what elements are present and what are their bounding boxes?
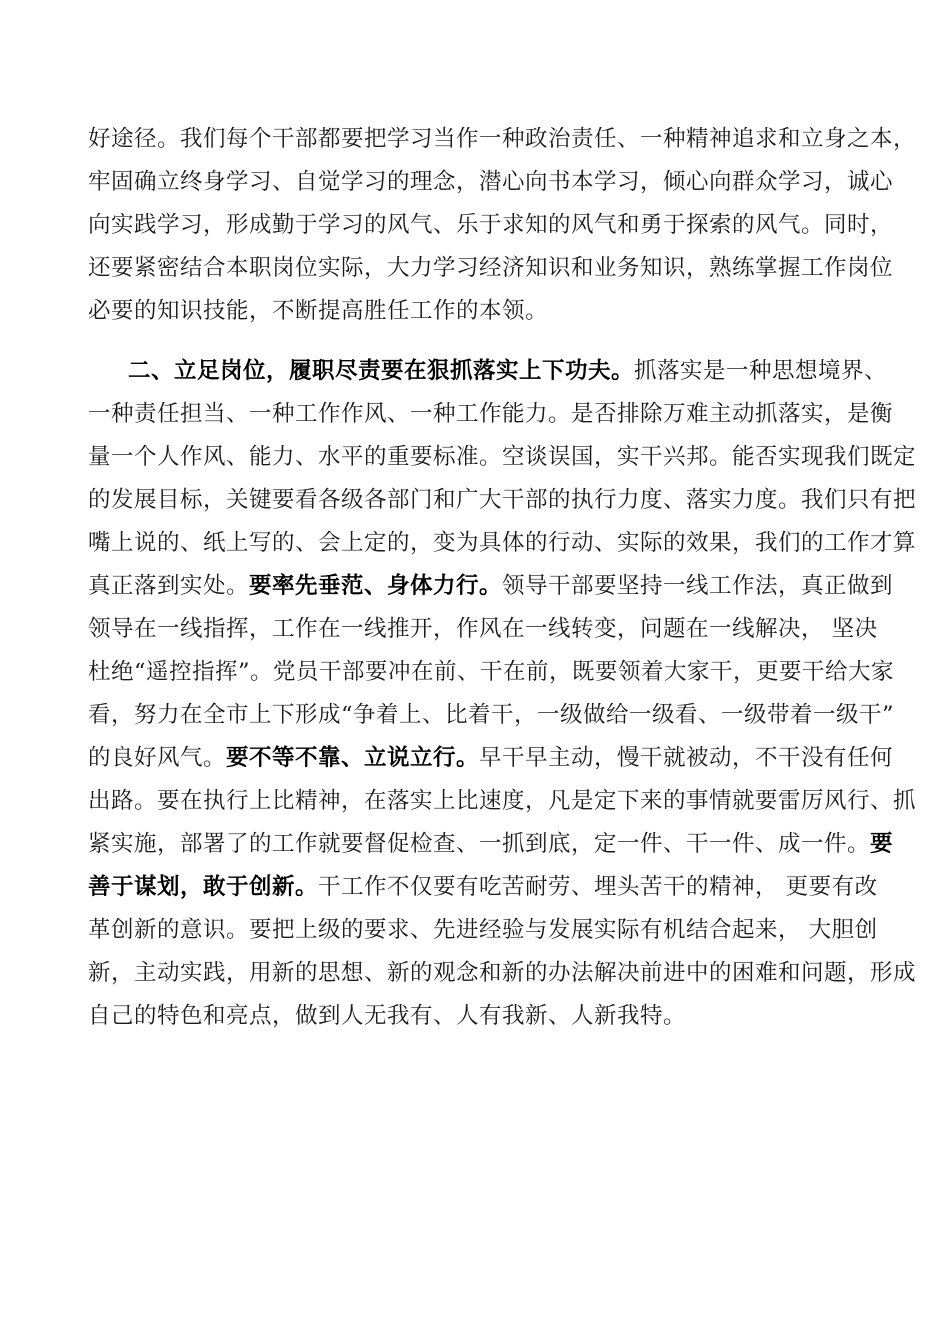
paragraph-line: 革创新的意识。要把上级的要求、先进经验与发展实际有机结合起来， 大胆创 xyxy=(88,917,878,943)
paragraph-line: 杜绝“遥控指挥”。党员干部要冲在前、干在前，既要领着大家干，更要干给大家 xyxy=(88,659,895,685)
bold-phrase: 要 xyxy=(870,831,894,857)
inline-text: 真正落到实处。 xyxy=(88,573,250,599)
paragraph-line xyxy=(88,823,894,866)
paragraph-line: 好途径。我们每个干部都要把学习当作一种政治责任、一种精神追求和立身之本， xyxy=(88,126,917,152)
bold-phrase: 要率先垂范、身体力行。 xyxy=(249,573,503,599)
paragraph-2 xyxy=(88,350,917,1038)
paragraph-line: 出路。要在执行上比精神，在落实上比速度，凡是定下来的事情就要雷厉风行、抓 xyxy=(88,788,917,814)
bold-phrase: 善于谋划，敢于创新。 xyxy=(88,874,319,900)
paragraph-line: 向实践学习，形成勤于学习的风气、乐于求知的风气和勇于探索的风气。同时， xyxy=(88,212,894,238)
inline-text: 抓落实是一种思想境界、 xyxy=(634,358,888,384)
paragraph-line: 嘴上说的、纸上写的、会上定的，变为具体的行动、实际的效果，我们的工作才算 xyxy=(88,530,917,556)
inline-text: 早干早主动，慢干就被动，不干没有任何 xyxy=(479,745,894,771)
inline-text: 的良好风气。 xyxy=(88,745,227,771)
inline-text: 领导干部要坚持一线工作法，真正做到 xyxy=(502,573,894,599)
paragraph-line: 领导在一线指挥，工作在一线推开，作风在一线转变，问题在一线解决， 坚决 xyxy=(88,616,878,642)
inline-text: 紧实施，部署了的工作就要督促检查、一抓到底，定一件、干一件、成一件。 xyxy=(88,831,871,857)
paragraph-line: 新，主动实践，用新的思想、新的观念和新的办法解决前进中的困难和问题，形成 xyxy=(88,960,917,986)
paragraph-line: 一种责任担当、一种工作作风、一种工作能力。是否排除万难主动抓落实，是衡 xyxy=(88,401,894,427)
bold-phrase: 要不等不靠、立说立行。 xyxy=(226,745,480,771)
paragraph-1 xyxy=(88,118,917,333)
paragraph-line: 必要的知识技能，不断提高胜任工作的本领。 xyxy=(88,298,549,324)
paragraph-line: 还要紧密结合本职岗位实际，大力学习经济知识和业务知识，熟练掌握工作岗位 xyxy=(88,255,894,281)
paragraph-line: 看，努力在全市上下形成“争着上、比着干，一级做给一级看、一级带着一级干” xyxy=(88,702,895,728)
paragraph-line: 的发展目标，关键要看各级各部门和广大干部的执行力度、落实力度。我们只有把 xyxy=(88,487,917,513)
paragraph-line: 量一个人作风、能力、水平的重要标准。空谈误国，实干兴邦。能否实现我们既定 xyxy=(88,444,917,470)
paragraph-line: 牢固确立终身学习、自觉学习的理念，潜心向书本学习，倾心向群众学习，诚心 xyxy=(88,169,894,195)
paragraph-line: 自己的特色和亮点，做到人无我有、人有我新、人新我特。 xyxy=(88,1003,687,1029)
section-heading: 二、立足岗位，履职尽责要在狠抓落实上下功夫。 xyxy=(128,358,635,384)
paragraph-line xyxy=(88,350,888,393)
paragraph-line xyxy=(88,866,878,909)
paragraph-line xyxy=(88,565,894,608)
paragraph-line xyxy=(88,737,894,780)
inline-text: 干工作不仅要有吃苦耐劳、埋头苦干的精神， 更要有改 xyxy=(318,874,878,900)
